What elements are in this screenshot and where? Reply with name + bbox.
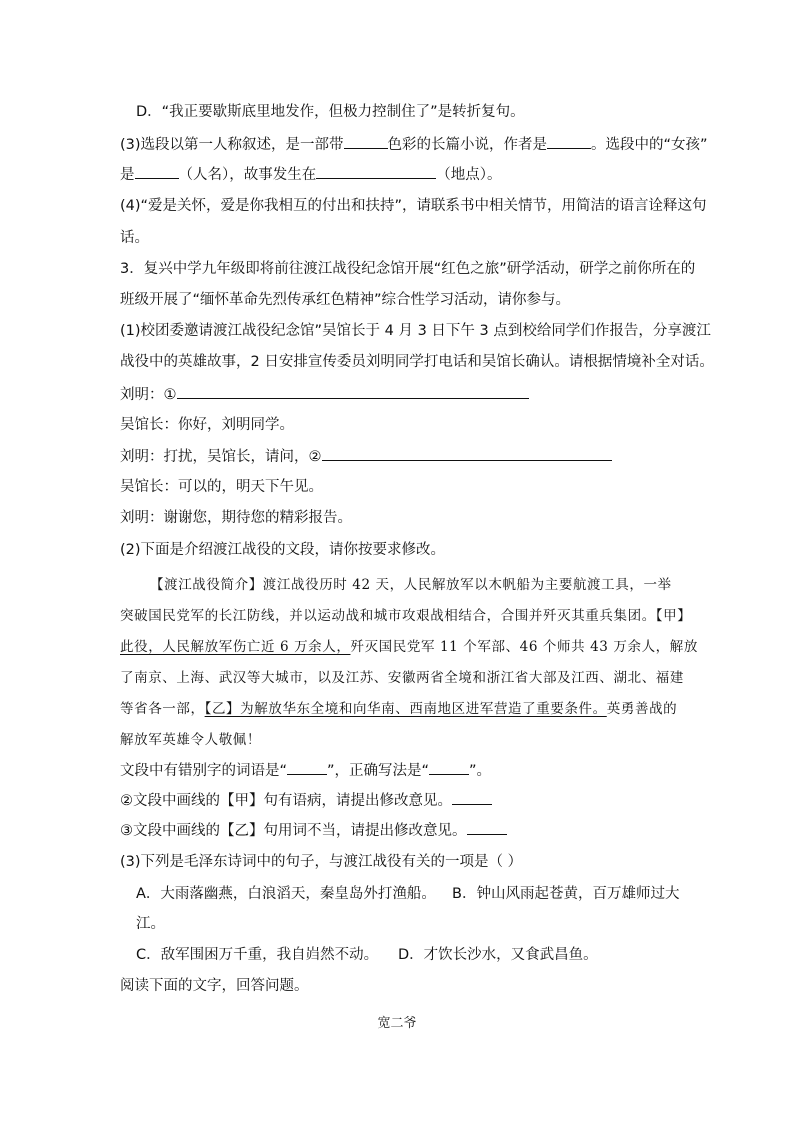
text: (3)选段以第一人称叙述，是一部带 <box>120 137 344 153</box>
blank[interactable] <box>316 164 436 179</box>
blank[interactable] <box>467 820 507 835</box>
page-footer: 宽二爷 <box>377 1016 417 1031</box>
dialogue-liuming-1 <box>120 384 529 405</box>
text: 刘明：打扰，吴馆长，请问，② <box>120 449 322 465</box>
text: 等省各一部， <box>120 701 205 717</box>
yi-question <box>120 820 507 841</box>
underlined-jia: 此役，人民解放军伤亡近 6 万余人， <box>120 639 351 655</box>
text: （地点）。 <box>436 167 502 183</box>
text: 英勇善战的 <box>606 701 678 717</box>
option-b: B．钟山风雨起苍黄，百万雄师过大 <box>452 886 680 902</box>
passage-line-3 <box>120 637 698 657</box>
text: （人名），故事发生在 <box>178 167 317 183</box>
dialogue-wu-1: 吴馆长：你好，刘明同学。 <box>120 417 294 433</box>
option-a: A．大雨落幽燕，白浪滔天，秦皇岛外打渔船。 <box>136 886 436 902</box>
q2-sub4-line2: 话。 <box>120 230 149 246</box>
q3-part3: (3)下列是毛泽东诗词中的句子，与渡江战役有关的一项是（ ） <box>120 854 523 870</box>
text: ”。 <box>469 763 492 779</box>
text: 是 <box>120 167 135 183</box>
passage-line-4: 了南京、上海、武汉等大城市，以及江苏、安徽两省全境和浙江省大部及江西、湖北、福建 <box>120 670 684 686</box>
jia-question <box>120 790 492 811</box>
text: ③文段中画线的【乙】句用词不当，请提出修改意见。 <box>120 823 467 839</box>
text: 文段中有错别字的词语是“ <box>120 763 288 779</box>
blank[interactable] <box>287 760 327 775</box>
q3-part2: (2)下面是介绍渡江战役的文段，请你按要求修改。 <box>120 542 446 558</box>
passage-line-5 <box>120 699 677 719</box>
q2-sub3-line1 <box>120 134 708 155</box>
reading-instruction: 阅读下面的文字，回答问题。 <box>120 978 309 994</box>
underlined-yi: 【乙】为解放华东全境和向华南、西南地区进军营造了重要条件。 <box>204 701 607 717</box>
text: 刘明：① <box>120 387 177 403</box>
passage-line-1: 【渡江战役简介】渡江战役历时 42 天，人民解放军以木帆船为主要航渡工具，一举 <box>150 577 672 593</box>
dialogue-wu-2: 吴馆长：可以的，明天下午见。 <box>120 479 323 495</box>
text: 色彩的长篇小说，作者是 <box>387 137 548 153</box>
q2-sub4-line1: (4)“爱是关怀，爱是你我相互的付出和扶持”，请联系书中相关情节，用简洁的语言诠释这句 <box>120 198 707 214</box>
option-c: C．敌军围困万千重，我自岿然不动。 <box>136 947 379 963</box>
text: 歼灭国民党军 11 个军部、46 个师共 43 万余人，解放 <box>350 639 698 655</box>
blank[interactable] <box>429 760 469 775</box>
text: 。选段中的“女孩” <box>591 137 708 153</box>
text: ”，正确写法是“ <box>327 763 430 779</box>
typo-question <box>120 760 491 781</box>
answer-blank-1[interactable] <box>177 384 529 399</box>
q3-part1-line2: 战役中的英雄故事，2 日安排宣传委员刘明同学打电话和吴馆长确认。请根据情境补全对话。 <box>120 354 714 370</box>
blank[interactable] <box>344 134 388 149</box>
passage-line-6: 解放军英雄令人敬佩！ <box>120 732 261 748</box>
option-b-cont: 江。 <box>136 916 165 932</box>
blank[interactable] <box>547 134 591 149</box>
q2-sub3-line2 <box>120 164 502 185</box>
passage-line-2: 突破国民党军的长江防线，并以运动战和城市攻艰战相结合，合围并歼灭其重兵集团。【甲】 <box>120 608 692 624</box>
q3-part1-line1: (1)校团委邀请渡江战役纪念馆”吴馆长于 4 月 3 日下午 3 点到校给同学们作报告，分享渡江 <box>120 323 711 339</box>
blank[interactable] <box>452 790 492 805</box>
dialogue-liuming-2 <box>120 446 612 467</box>
q3-intro-line1: 3．复兴中学九年级即将前往渡江战役纪念馆开展“红色之旅”研学活动，研学之前你所在的 <box>120 261 696 277</box>
blank[interactable] <box>135 164 179 179</box>
text: ②文段中画线的【甲】句有语病，请提出修改意见。 <box>120 793 452 809</box>
answer-blank-2[interactable] <box>322 446 612 461</box>
q3-intro-line2: 班级开展了“缅怀革命先烈传承红色精神”综合性学习活动，请你参与。 <box>120 292 571 308</box>
option-d: D．才饮长沙水，又食武昌鱼。 <box>398 947 598 963</box>
q2-option-d: D．“我正要歇斯底里地发作，但极力控制住了”是转折复句。 <box>136 104 525 120</box>
dialogue-liuming-3: 刘明：谢谢您，期待您的精彩报告。 <box>120 510 352 526</box>
